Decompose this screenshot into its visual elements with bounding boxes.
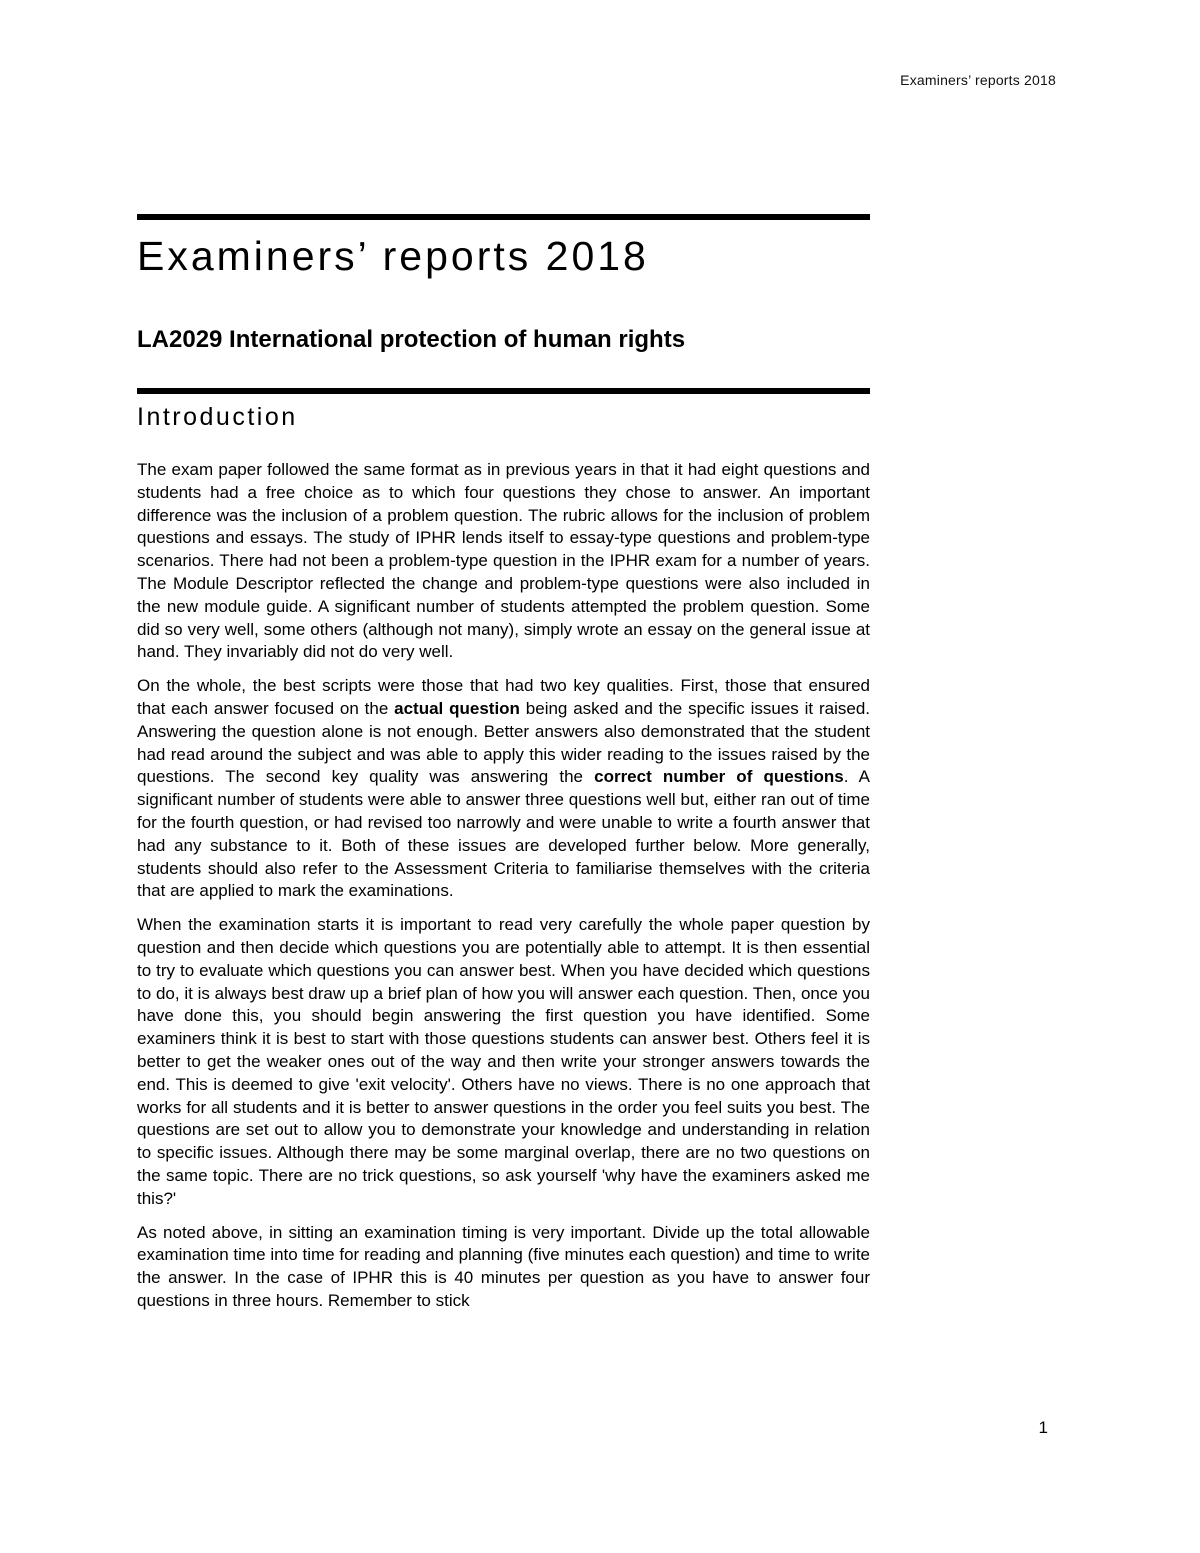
document-title: Examiners’ reports 2018	[137, 233, 649, 279]
paragraph-3: When the examination starts it is important to read very carefully the whole paper question by question and then decide which questions you are potentially able to attempt. It is then essential to try to evaluate which questions you can answer best. When you have decided which questions to do, it is always best draw up a brief plan of how you will answer each question. Then, once you have done this, you should begin answering the first question you have identified. Some examiners think it is best to start with those questions students can answer best. Others feel it is better to get the weaker ones out of the way and then write your stronger answers towards the end. This is deemed to give 'exit velocity'. Others have no views. There is no one approach that works for all students and it is better to answer questions in the order you feel suits you best. The questions are set out to allow you to demonstrate your knowledge and understanding in relation to specific issues. Although there may be some marginal overlap, there are no two questions on the same topic. There are no trick questions, so ask yourself 'why have the examiners asked me this?'	[137, 915, 870, 1208]
page-number: 1	[1038, 1418, 1048, 1437]
paragraph-1: The exam paper followed the same format as in previous years in that it had eight questions and students had a free choice as to which four questions they chose to answer. An important difference was the inclusion of a problem question. The rubric allows for the inclusion of problem questions and essays. The study of IPHR lends itself to essay-type questions and problem-type scenarios. There had not been a problem-type question in the IPHR exam for a number of years. The Module Descriptor reflected the change and problem-type questions were also included in the new module guide. A significant number of students attempted the problem question. Some did so very well, some others (although not many), simply wrote an essay on the general issue at hand. They invariably did not do very well.	[137, 460, 870, 662]
top-rule	[137, 214, 870, 220]
document-subtitle: LA2029 International protection of human rights	[137, 326, 686, 353]
emphasis-correct-number-of-questions: correct number of questions	[594, 767, 844, 787]
section-rule	[137, 388, 870, 394]
running-header: Examiners’ reports 2018	[900, 72, 1056, 88]
paragraph-2	[137, 675, 870, 903]
emphasis-actual-question: actual question	[394, 698, 520, 718]
paragraph-2-part-e: . A significant number of students were able to answer three questions well but, either ran out of time for the fourth question, or had revised too narrowly and were unable to write a fourth answer that had any substance to it. Both of these issues are developed further below. More generally, students should also refer to the Assessment Criteria to familiarise themselves with the criteria that are applied to mark the examinations.	[137, 767, 870, 901]
paragraph-2-part-a: On the whole, the best scripts were those that had two key qualities. First, those that ensured that each answer focused on the	[137, 676, 870, 718]
body-text	[137, 459, 870, 1324]
paragraph-4: As noted above, in sitting an examination timing is very important. Divide up the total allowable examination time into time for reading and planning (five minutes each question) and time to write the answer. In the case of IPHR this is 40 minutes per question as you have to answer four questions in three hours. Remember to stick	[137, 1222, 870, 1310]
paragraph-2-part-c: being asked and the specific issues it raised. Answering the question alone is not enough. Better answers also demonstrated that the student had read around the subject and was able to apply this wider reading to the issues raised by the questions. The second key quality was answering the	[137, 698, 871, 787]
section-heading-introduction: Introduction	[137, 403, 298, 431]
